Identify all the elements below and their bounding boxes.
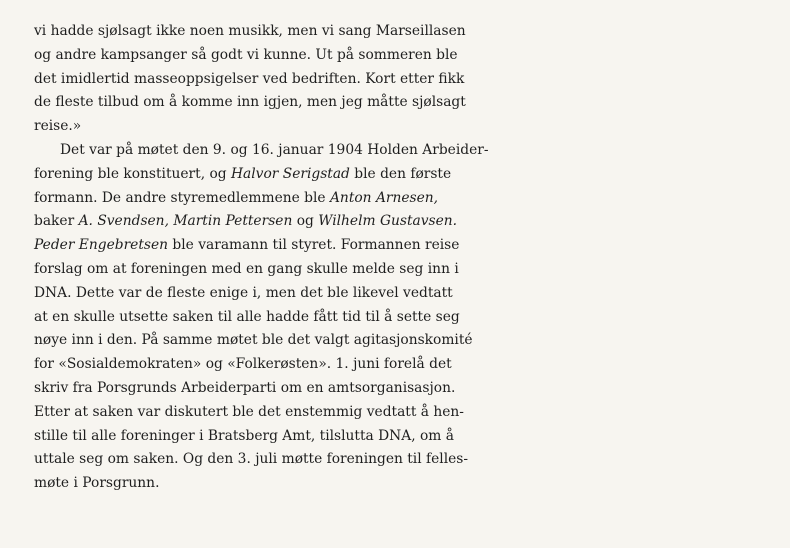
text-segment: ble den første <box>349 165 452 182</box>
text-line <box>34 187 790 211</box>
text-line: og andre kampsanger så godt vi kunne. Ut på sommeren ble <box>34 46 458 63</box>
text-line: forslag om at foreningen med en gang skulle melde seg inn i <box>34 260 459 277</box>
text-line: skriv fra Porsgrunds Arbeiderparti om en amtsorganisasjon. <box>34 379 456 396</box>
person-name: Anton Arnesen, <box>329 189 439 206</box>
text-line: Det var på møtet den 9. og 16. januar 1904 Holden Arbeider- <box>60 141 489 158</box>
text-line: at en skulle utsette saken til alle hadde fått tid til å sette seg <box>34 308 460 325</box>
text-line: møte i Porsgrunn. <box>34 475 160 492</box>
text-line: de fleste tilbud om å komme inn igjen, men jeg måtte sjølsagt <box>34 94 466 111</box>
paragraph-1 <box>34 20 790 139</box>
person-name: Halvor Serigstad <box>231 165 350 182</box>
text-line <box>34 234 790 258</box>
text-line: det imidlertid masseoppsigelser ved bedriften. Kort etter fikk <box>34 70 465 87</box>
person-name: Wilhelm Gustavsen. <box>318 213 458 230</box>
person-name: A. Svendsen, Martin Pettersen <box>78 213 293 230</box>
text-line: Etter at saken var diskutert ble det enstemmig vedtatt å hen- <box>34 403 464 420</box>
paragraph-2 <box>34 139 790 496</box>
text-line <box>34 163 790 187</box>
text-segment: ble varamann til styret. Formannen reise <box>168 237 460 254</box>
text-line: DNA. Dette var de fleste enige i, men det ble likevel vedtatt <box>34 284 453 301</box>
text-line: nøye inn i den. På samme møtet ble det valgt agitasjonskomité <box>34 332 473 349</box>
text-line: for «Sosialdemokraten» og «Folkerøsten». 1. juni forelå det <box>34 356 452 373</box>
person-name: Peder Engebretsen <box>34 237 169 254</box>
text-line <box>34 210 790 234</box>
text-line: reise.» <box>34 118 82 135</box>
text-line: vi hadde sjølsagt ikke noen musikk, men vi sang Marseillasen <box>34 23 466 39</box>
text-line: uttale seg om saken. Og den 3. juli møtte foreningen til felles- <box>34 451 469 468</box>
text-segment: forening ble konstituert, og <box>34 165 231 182</box>
text-segment: og <box>292 213 319 230</box>
text-segment: baker <box>34 213 79 230</box>
text-line: stille til alle foreninger i Bratsberg Amt, tilslutta DNA, om å <box>34 427 454 444</box>
text-segment: formann. De andre styremedlemmene ble <box>34 189 330 206</box>
